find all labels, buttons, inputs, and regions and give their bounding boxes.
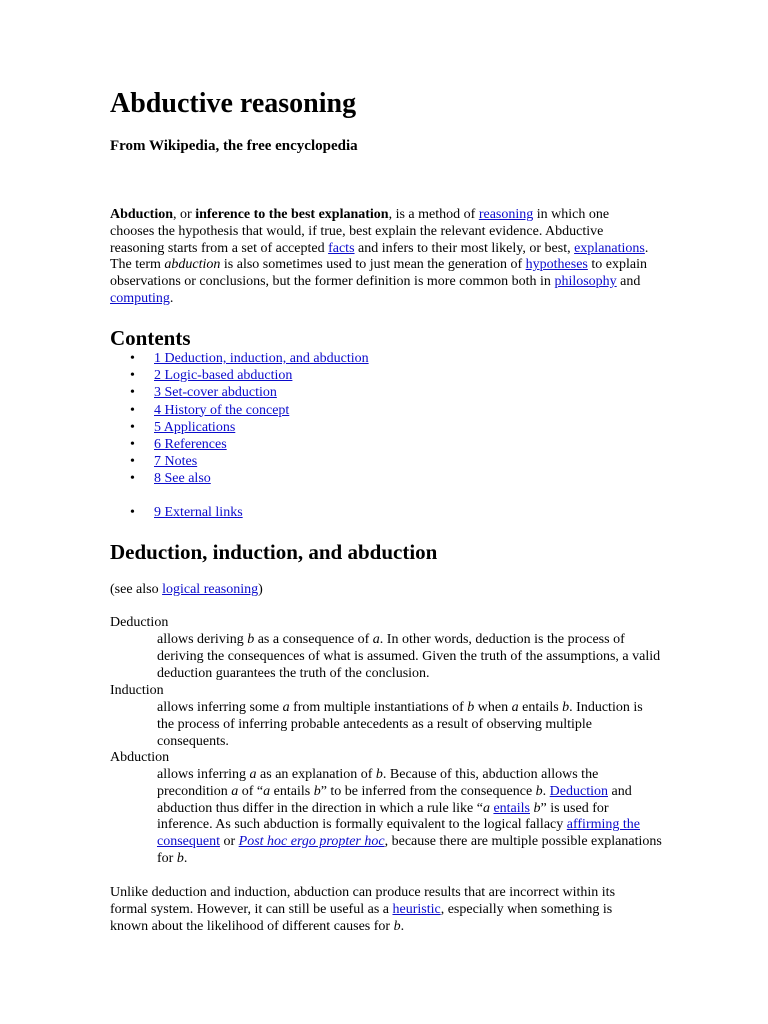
link-philosophy[interactable]: philosophy	[554, 274, 617, 290]
italic-var: a	[249, 767, 257, 782]
text-span: .	[542, 783, 550, 799]
text-span: is also sometimes used to just mean the generation of	[220, 257, 526, 273]
toc-link-see-also[interactable]: 8 See also	[154, 471, 211, 487]
definition-term-induction: Induction	[110, 683, 164, 698]
italic-var: b	[313, 783, 321, 799]
link-hypotheses[interactable]: hypotheses	[525, 257, 588, 273]
italic-var: a	[282, 700, 290, 715]
text-span: from multiple instantiations of	[289, 700, 468, 715]
toc-link-references[interactable]: 6 References	[154, 437, 227, 453]
text-span: . Because of this, abduction allows the precondition	[157, 767, 599, 799]
text-span: and abduction thus differ in the direction in which a rule like “	[157, 783, 632, 816]
definition-abduction	[157, 767, 662, 868]
link-computing[interactable]: computing	[110, 290, 170, 306]
link-logical-reasoning[interactable]: logical reasoning	[162, 582, 259, 597]
section-heading-deduction-induction-abduction: Deduction, induction, and abduction	[110, 540, 438, 564]
text-span: .	[400, 918, 405, 934]
text-span: allows inferring	[157, 767, 250, 782]
see-also-line	[110, 582, 650, 599]
text-span: )	[258, 582, 263, 597]
text-span: allows deriving	[157, 632, 248, 647]
definition-term-abduction: Abduction	[110, 750, 170, 765]
text-span: as an explanation of	[256, 767, 376, 782]
text-span: .	[169, 290, 174, 306]
link-affirming-the-consequent[interactable]: affirming the consequent	[157, 817, 640, 850]
text-span: . Induction is the process of inferring probable antecedents as a result of observing multiple consequents.	[157, 700, 643, 749]
toc-link-notes[interactable]: 7 Notes	[154, 454, 198, 470]
toc-link-applications[interactable]: 5 Applications	[154, 419, 236, 435]
page-title: Abductive reasoning	[110, 88, 357, 119]
toc-link-set-cover-abduction[interactable]: 3 Set-cover abduction	[154, 385, 277, 401]
text-span: entails	[518, 700, 563, 715]
definition-term-deduction: Deduction	[110, 615, 169, 630]
closing-paragraph	[110, 885, 650, 935]
toc-item	[110, 436, 369, 453]
text-span: , especially when something is known about the likelihood of different causes for	[110, 901, 613, 934]
link-facts[interactable]: facts	[328, 240, 355, 256]
bold-term-inference: inference to the best explanation	[195, 207, 389, 222]
toc-item	[110, 504, 243, 521]
toc-link-history[interactable]: 4 History of the concept	[154, 402, 290, 418]
italic-var: b	[562, 700, 570, 715]
text-span: . In other words, deduction is the process of deriving the consequences of what is assumed. Given the truth of the assumptions, a valid deduction guarantees the truth of the conclusion.	[157, 632, 661, 681]
link-deduction[interactable]: Deduction	[549, 783, 608, 799]
bold-term-abduction: Abduction	[110, 207, 174, 222]
italic-var: a	[231, 783, 239, 799]
link-reasoning[interactable]: reasoning	[478, 207, 534, 222]
text-span: ” is used for inference. As such abduction is formally equivalent to the logical fallacy	[157, 800, 609, 833]
toc-link-logic-based-abduction[interactable]: 2 Logic-based abduction	[154, 368, 293, 384]
italic-var: a	[263, 783, 271, 799]
text-span: , because there are multiple possible explanations for	[157, 834, 662, 866]
text-span: when	[474, 700, 512, 715]
text-span: and	[616, 274, 641, 290]
text-span: and infers to their most likely, or best,	[354, 240, 575, 256]
italic-var: b	[467, 700, 475, 715]
text-span: entails	[270, 783, 314, 799]
table-of-contents	[110, 350, 369, 488]
text-span: of “	[238, 783, 264, 799]
definition-deduction	[157, 632, 662, 682]
text-span: , or	[173, 207, 196, 222]
italic-var: a	[482, 800, 490, 816]
italic-var: b	[375, 767, 383, 782]
contents-heading: Contents	[110, 326, 191, 350]
toc-item	[110, 470, 369, 487]
italic-var: b	[247, 632, 255, 647]
intro-paragraph	[110, 207, 650, 308]
text-span: as a consequence of	[254, 632, 373, 647]
table-of-contents-continued	[110, 504, 243, 521]
text-span: Unlike deduction and induction, abduction can produce results that are incorrect within its formal system. However, it can still be useful as a	[110, 885, 616, 917]
italic-var: a	[372, 632, 380, 647]
text-span: to explain observations or conclusions, but the former definition is more common both in	[110, 257, 647, 290]
definition-induction	[157, 700, 662, 750]
toc-item	[110, 384, 369, 401]
toc-item	[110, 367, 369, 384]
link-entails[interactable]: entails	[493, 800, 530, 816]
toc-link-deduction-induction-abduction[interactable]: 1 Deduction, induction, and abduction	[154, 351, 369, 366]
toc-item	[110, 419, 369, 436]
italic-var: a	[511, 700, 519, 715]
link-explanations[interactable]: explanations	[574, 240, 645, 256]
text-span: ” to be inferred from the consequence	[320, 783, 536, 799]
toc-link-external-links[interactable]: 9 External links	[154, 505, 243, 520]
text-span: .	[183, 850, 188, 866]
text-span: allows inferring some	[157, 700, 283, 715]
text-span: . The term	[110, 240, 649, 273]
text-span: or	[219, 834, 239, 850]
italic-term-abduction: abduction	[164, 257, 221, 273]
toc-item	[110, 350, 369, 367]
link-post-hoc[interactable]: Post hoc ergo propter hoc	[238, 834, 385, 850]
text-span: in which one chooses the hypothesis that would, if true, best explain the relevant evidence. Abductive reasoning starts from a set of accepted	[110, 207, 610, 256]
link-heuristic[interactable]: heuristic	[392, 901, 441, 917]
toc-item	[110, 453, 369, 470]
text-span: , is a method of	[388, 207, 479, 222]
toc-item	[110, 402, 369, 419]
italic-var: b	[176, 850, 184, 866]
text-span: (see also	[110, 582, 163, 597]
italic-var: b	[535, 783, 543, 799]
page-subtitle: From Wikipedia, the free encyclopedia	[110, 138, 358, 154]
italic-var: b	[393, 918, 401, 934]
italic-var: b	[533, 800, 541, 816]
